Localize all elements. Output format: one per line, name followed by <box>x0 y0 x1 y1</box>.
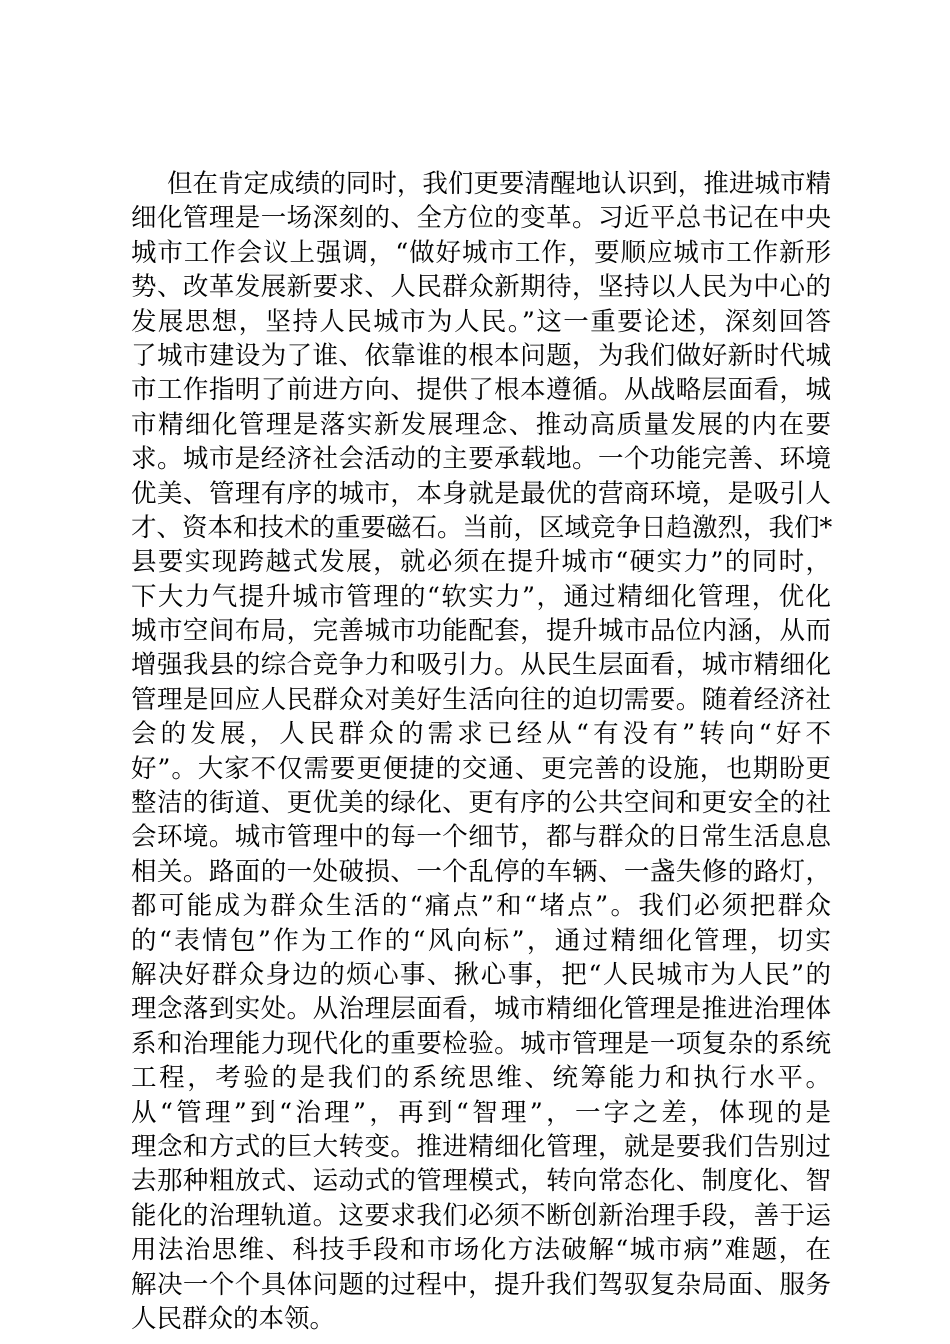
paragraph-line: 理念落到实处。从治理层面看，城市精细化管理是推进治理体 <box>131 994 831 1025</box>
paragraph-line: 管理是回应人民群众对美好生活向往的迫切需要。随着经济社 <box>131 684 831 715</box>
paragraph-line: 增强我县的综合竞争力和吸引力。从民生层面看，城市精细化 <box>131 650 831 681</box>
paragraph-line: 都可能成为群众生活的“痛点”和“堵点”。我们必须把群众 <box>131 891 831 922</box>
paragraph-line: 求。城市是经济社会活动的主要承载地。一个功能完善、环境 <box>131 444 831 475</box>
paragraph-line: 去那种粗放式、运动式的管理模式，转向常态化、制度化、智 <box>131 1166 831 1197</box>
paragraph-line: 解决好群众身边的烦心事、揪心事，把“人民城市为人民”的 <box>131 959 831 990</box>
paragraph-line: 市精细化管理是落实新发展理念、推动高质量发展的内在要 <box>131 409 831 440</box>
paragraph-line: 城市空间布局，完善城市功能配套，提升城市品位内涵，从而 <box>131 616 831 647</box>
paragraph-line: 工程，考验的是我们的系统思维、统筹能力和执行水平。 <box>131 1063 831 1094</box>
paragraph-line: 理念和方式的巨大转变。推进精细化管理，就是要我们告别过 <box>131 1131 831 1162</box>
paragraph-line: 细化管理是一场深刻的、全方位的变革。习近平总书记在中央 <box>131 203 831 234</box>
paragraph-line: 才、资本和技术的重要磁石。当前，区域竞争日趋激烈，我们* <box>131 512 833 543</box>
paragraph-line: 优美、管理有序的城市，本身就是最优的营商环境，是吸引人 <box>131 478 831 509</box>
paragraph-line: 会的发展，人民群众的需求已经从“有没有”转向“好不 <box>131 719 831 750</box>
paragraph-line: 会环境。城市管理中的每一个细节，都与群众的日常生活息息 <box>131 822 831 853</box>
paragraph-line: 整洁的街道、更优美的绿化、更有序的公共空间和更安全的社 <box>131 788 831 819</box>
paragraph-line: 了城市建设为了谁、依靠谁的根本问题，为我们做好新时代城 <box>131 340 831 371</box>
body-paragraph <box>131 167 831 1336</box>
paragraph-line: 解决一个个具体问题的过程中，提升我们驾驭复杂局面、服务 <box>131 1269 831 1300</box>
paragraph-line: 系和治理能力现代化的重要检验。城市管理是一项复杂的系统 <box>131 1028 831 1059</box>
paragraph-line: 用法治思维、科技手段和市场化方法破解“城市病”难题，在 <box>131 1235 831 1266</box>
paragraph-line: 发展思想，坚持人民城市为人民。”这一重要论述，深刻回答 <box>131 306 831 337</box>
paragraph-line: 但在肯定成绩的同时，我们更要清醒地认识到，推进城市精 <box>167 169 831 199</box>
paragraph-line: 能化的治理轨道。这要求我们必须不断创新治理手段，善于运 <box>131 1200 831 1231</box>
paragraph-line: 县要实现跨越式发展，就必须在提升城市“硬实力”的同时， <box>131 547 831 578</box>
paragraph-line: 好”。大家不仅需要更便捷的交通、更完善的设施，也期盼更 <box>131 753 831 784</box>
paragraph-line: 势、改革发展新要求、人民群众新期待，坚持以人民为中心的 <box>131 272 831 303</box>
paragraph-line: 的“表情包”作为工作的“风向标”，通过精细化管理，切实 <box>131 925 831 956</box>
paragraph-line: 城市工作会议上强调，“做好城市工作，要顺应城市工作新形 <box>131 237 831 268</box>
paragraph-line: 人民群众的本领。 <box>131 1303 336 1334</box>
paragraph-line: 相关。路面的一处破损、一个乱停的车辆、一盏失修的路灯， <box>131 856 831 887</box>
paragraph-line: 下大力气提升城市管理的“软实力”，通过精细化管理，优化 <box>131 581 831 612</box>
paragraph-line: 市工作指明了前进方向、提供了根本遵循。从战略层面看，城 <box>131 375 831 406</box>
paragraph-line: 从“管理”到“治理”，再到“智理”，一字之差，体现的是 <box>131 1097 831 1128</box>
